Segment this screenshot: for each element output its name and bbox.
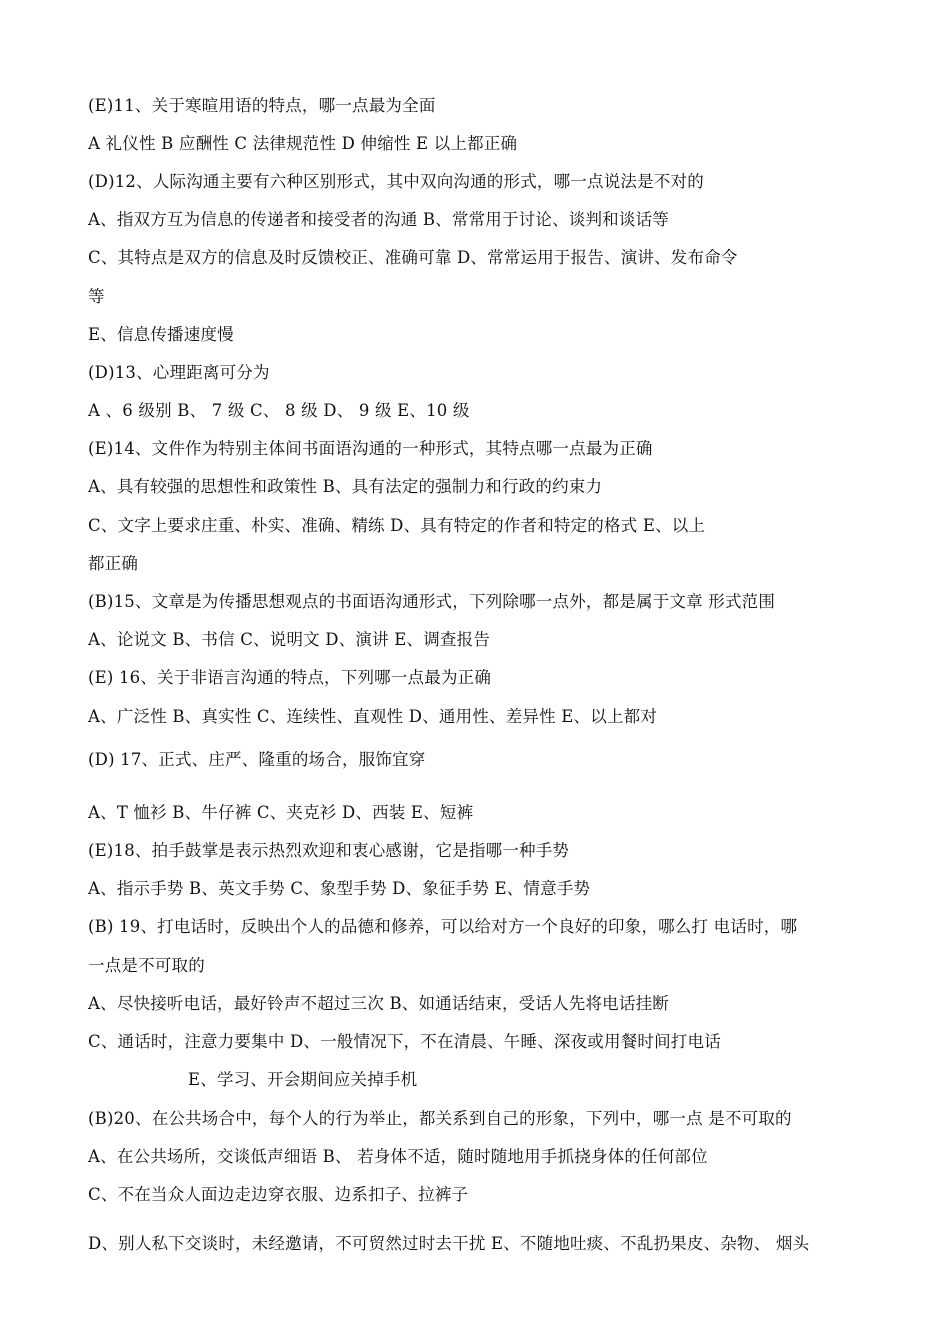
- answer-options-14-a: A、具有较强的思想性和政策性 B、具有法定的强制力和行政的约束力: [88, 477, 603, 496]
- question-19-cont: 一点是不可取的: [88, 956, 205, 975]
- answer-options-15: A、论说文 B、书信 C、说明文 D、演讲 E、调查报告: [88, 630, 491, 649]
- question-15: (B)15、文章是为传播思想观点的书面语沟通形式，下列除哪一点外，都是属于文章 形式范围: [88, 592, 776, 611]
- question-14: (E)14、文件作为特别主体间书面语沟通的一种形式，其特点哪一点最为正确: [88, 439, 653, 458]
- answer-options-17: A、T 恤衫 B、牛仔裤 C、夹克衫 D、西装 E、短裤: [88, 803, 474, 822]
- question-20: (B)20、在公共场合中，每个人的行为举止，都关系到自己的形象，下列中，哪一点 是不可取的: [88, 1109, 792, 1128]
- question-11: (E)11、关于寒暄用语的特点，哪一点最为全面: [88, 96, 436, 115]
- answer-options-16: A、广泛性 B、真实性 C、连续性、直观性 D、通用性、差异性 E、以上都对: [88, 707, 658, 726]
- answer-options-12-cont: 等: [88, 287, 105, 306]
- answer-options-20-d: D、别人私下交谈时，未经邀请，不可贸然过时去干扰 E、不随地吐痰、不乱扔果皮、杂物、 烟头: [88, 1234, 810, 1253]
- answer-options-18: A、指示手势 B、英文手势 C、象型手势 D、象征手势 E、情意手势: [88, 879, 591, 898]
- question-18: (E)18、拍手鼓掌是表示热烈欢迎和衷心感谢，它是指哪一种手势: [88, 841, 570, 860]
- answer-options-20-c: C、不在当众人面边走边穿衣服、边系扣子、拉裤子: [88, 1185, 469, 1204]
- answer-options-19-e: E、学习、开会期间应关掉手机: [188, 1070, 418, 1089]
- answer-options-20-a: A、在公共场所，交谈低声细语 B、 若身体不适，随时随地用手抓挠身体的任何部位: [88, 1147, 708, 1166]
- question-19: (B) 19、打电话时，反映出个人的品德和修养，可以给对方一个良好的印象，哪么打 电话时，哪: [88, 917, 798, 936]
- answer-options-19-a: A、尽快接听电话，最好铃声不超过三次 B、如通话结束，受话人先将电话挂断: [88, 994, 669, 1013]
- answer-options-14-cont: 都正确: [88, 554, 139, 573]
- answer-options-12-e: E、信息传播速度慢: [88, 325, 234, 344]
- question-16: (E) 16、关于非语言沟通的特点，下列哪一点最为正确: [88, 668, 492, 687]
- question-17: (D) 17、正式、庄严、隆重的场合，服饰宜穿: [88, 750, 426, 769]
- question-12: (D)12、人际沟通主要有六种区别形式，其中双向沟通的形式，哪一点说法是不对的: [88, 172, 704, 191]
- answer-options-11: A 礼仪性 B 应酬性 C 法律规范性 D 伸缩性 E 以上都正确: [88, 134, 518, 153]
- answer-options-19-c: C、通话时，注意力要集中 D、一般情况下，不在清晨、午睡、深夜或用餐时间打电话: [88, 1032, 721, 1051]
- answer-options-12-c: C、其特点是双方的信息及时反馈校正、准确可靠 D、常常运用于报告、演讲、发布命令: [88, 248, 738, 267]
- answer-options-12-a: A、指双方互为信息的传递者和接受者的沟通 B、常常用于讨论、谈判和谈话等: [88, 210, 669, 229]
- answer-options-14-c: C、文字上要求庄重、朴实、准确、精练 D、具有特定的作者和特定的格式 E、以上: [88, 516, 706, 535]
- question-13: (D)13、心理距离可分为: [88, 363, 270, 382]
- answer-options-13: A 、6 级别 B、 7 级 C、 8 级 D、 9 级 E、10 级: [88, 401, 470, 420]
